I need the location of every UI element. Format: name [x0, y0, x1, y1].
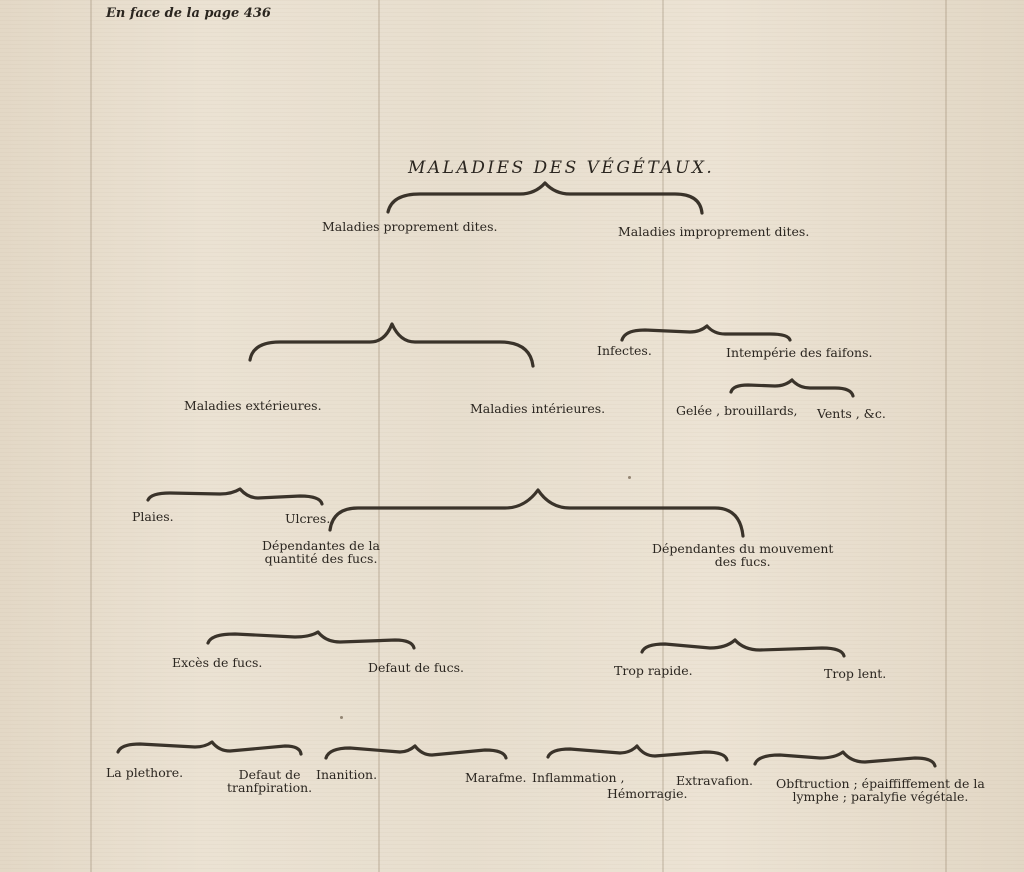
node-maladies-exterieures: Maladies extérieures. — [184, 398, 322, 413]
brace-trop-lent — [755, 752, 935, 766]
node-intemperie-des-saisons: Intempérie des faifons. — [726, 345, 873, 360]
node-inflammation: Inflammation , — [532, 770, 625, 785]
node-ulcres: Ulcres. — [285, 511, 331, 526]
brace-maladies-impropres — [622, 326, 790, 340]
brace-title — [388, 183, 702, 213]
node-plaies: Plaies. — [132, 509, 174, 524]
node-marasme: Marafme. — [465, 770, 527, 785]
node-trop-rapide: Trop rapide. — [614, 663, 693, 678]
ink-speck — [340, 716, 343, 719]
page-title: MALADIES DES VÉGÉTAUX. — [408, 158, 715, 178]
brace-quantite — [208, 632, 414, 648]
node-trop-lent: Trop lent. — [824, 666, 887, 681]
brace-intemperie — [731, 380, 853, 396]
node-maladies-improprement-dites: Maladies improprement dites. — [618, 224, 810, 239]
brace-interieures — [330, 490, 743, 536]
brace-exces — [118, 742, 301, 754]
node-maladies-proprement-dites: Maladies proprement dites. — [322, 219, 498, 234]
node-inanition: Inanition. — [316, 767, 378, 782]
brace-trop-rapide — [548, 746, 727, 760]
node-obstruction: Obftruction ; épaiffiffement de la lymphe ; paralyfie végétale. — [776, 776, 985, 805]
node-hemorragie: Hémorragie. — [607, 786, 688, 801]
node-maladies-interieures: Maladies intérieures. — [470, 401, 606, 416]
brace-maladies-propres — [250, 324, 533, 366]
node-insectes: Infectes. — [597, 343, 652, 358]
brace-defaut — [326, 746, 506, 758]
node-defaut-de-transpiration: Defaut de tranfpiration. — [227, 767, 313, 796]
brace-exterieures — [148, 489, 322, 504]
ink-speck — [628, 476, 631, 479]
brace-mouvement — [642, 640, 844, 656]
node-gelee-brouillards: Gelée , brouillards, — [676, 403, 798, 418]
node-dependantes-mouvement: Dépendantes du mouvement des fucs. — [652, 541, 834, 570]
page-reference-note: En face de la page 436 — [106, 6, 271, 21]
node-vents: Vents , &c. — [817, 406, 886, 421]
node-exces-de-sucs: Excès de fucs. — [172, 655, 263, 670]
node-la-plethore: La plethore. — [106, 765, 184, 780]
node-defaut-de-sucs: Defaut de fucs. — [368, 660, 464, 675]
node-dependantes-quantite: Dépendantes de la quantité des fucs. — [262, 538, 381, 567]
node-extravasion: Extravafion. — [676, 773, 754, 788]
